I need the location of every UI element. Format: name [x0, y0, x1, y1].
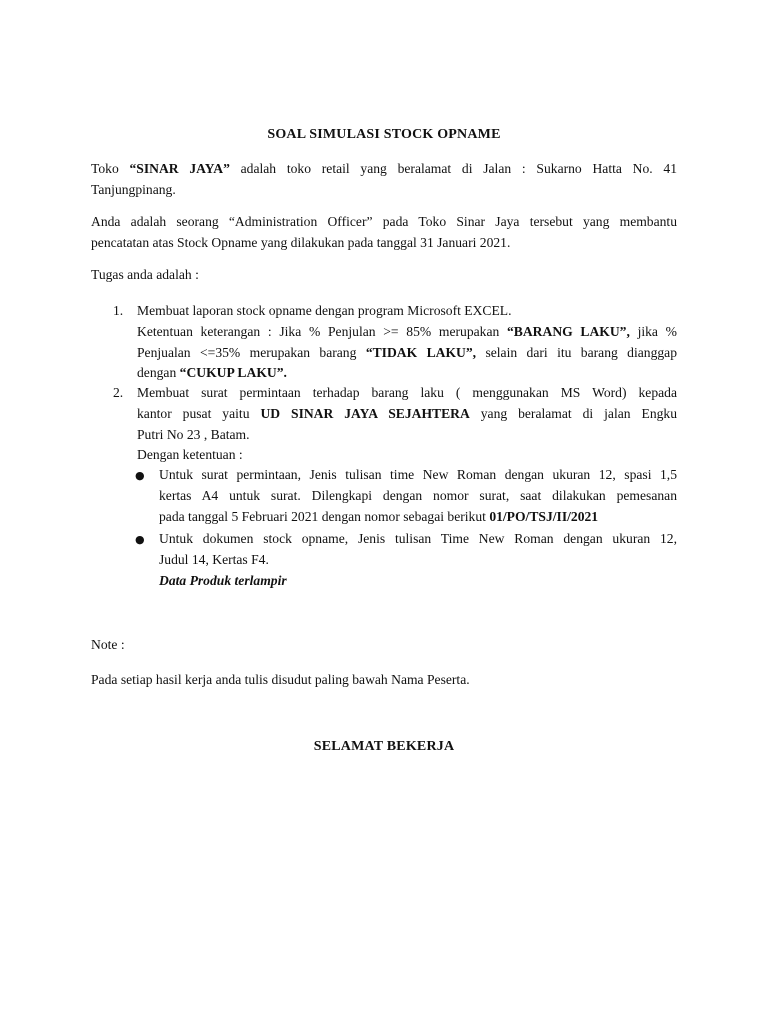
- text-run: jika %: [629, 323, 677, 339]
- task-number: 2.: [113, 385, 124, 400]
- bullet-line: Untuk surat permintaan, Jenis tulisan time New Roman dengan ukuran 12, spasi 1,5: [159, 467, 677, 482]
- task-line: Membuat surat permintaan terhadap barang laku ( menggunakan MS Word) kepada: [137, 385, 677, 400]
- bullet-icon: ●: [135, 469, 145, 482]
- intro-paragraph-role: [91, 212, 677, 254]
- bullet-line: Judul 14, Kertas F4.: [159, 551, 269, 567]
- status-barang-laku: “BARANG LAKU”,: [507, 323, 630, 339]
- store-name: “SINAR JAYA”: [129, 161, 230, 176]
- tasks-label: Tugas anda adalah :: [91, 267, 199, 282]
- text-run: pada tanggal 5 Februari 2021 dengan nomor sebagai berikut: [159, 508, 490, 524]
- company-name: UD SINAR JAYA SEJAHTERA: [260, 405, 470, 421]
- bullet-line: kertas A4 untuk surat. Dilengkapi dengan nomor surat, saat dilakukan pemesanan: [159, 487, 677, 503]
- text-run: selain dari itu barang dianggap: [476, 344, 678, 360]
- intro-line: [91, 159, 677, 180]
- text-run: adalah toko retail yang beralamat di Jalan : Sukarno Hatta No. 41: [229, 161, 677, 176]
- text-run: Ketentuan keterangan : Jika % Penjulan >= 85% merupakan: [137, 323, 507, 339]
- bullet-line: [159, 507, 677, 528]
- text-run: Toko: [91, 161, 130, 176]
- text-run: Penjualan <=35% merupakan barang: [137, 344, 366, 360]
- task-line: Membuat laporan stock opname dengan program Microsoft EXCEL.: [137, 303, 512, 318]
- task-line: [137, 322, 677, 343]
- bullet-item-letter: [159, 465, 677, 527]
- task-item-excel: [137, 301, 677, 384]
- task-line: [137, 343, 677, 364]
- text-run: kantor pusat yaitu: [137, 405, 261, 421]
- attachment-note: Data Produk terlampir: [159, 572, 287, 588]
- bullet-item-document: [159, 529, 677, 591]
- task-item-word: [137, 383, 677, 466]
- intro-line: Anda adalah seorang “Administration Officer” pada Toko Sinar Jaya tersebut yang membantu: [91, 214, 677, 229]
- letter-number: 01/PO/TSJ/II/2021: [489, 508, 599, 524]
- note-text: Pada setiap hasil kerja anda tulis disudut paling bawah Nama Peserta.: [91, 672, 470, 687]
- note-label: Note :: [91, 637, 125, 652]
- bullet-line: Untuk dokumen stock opname, Jenis tulisan Time New Roman dengan ukuran 12,: [159, 531, 677, 546]
- intro-paragraph-store: [91, 159, 677, 201]
- bullet-icon: ●: [135, 533, 145, 546]
- task-line: [137, 363, 677, 384]
- intro-line: Tanjungpinang.: [91, 181, 176, 197]
- task-line: [137, 404, 677, 425]
- text-run: dengan: [137, 365, 180, 381]
- intro-line: pencatatan atas Stock Opname yang dilakukan pada tanggal 31 Januari 2021.: [91, 234, 511, 250]
- task-line: Putri No 23 , Batam.: [137, 426, 250, 442]
- closing-text: SELAMAT BEKERJA: [313, 739, 455, 754]
- document-title: SOAL SIMULASI STOCK OPNAME: [267, 127, 501, 142]
- task-number: 1.: [113, 303, 124, 318]
- status-tidak-laku: “TIDAK LAKU”,: [365, 344, 477, 360]
- text-run: yang beralamat di jalan Engku: [469, 405, 678, 421]
- status-cukup-laku: “CUKUP LAKU”.: [179, 365, 287, 381]
- task-line: Dengan ketentuan :: [137, 447, 243, 463]
